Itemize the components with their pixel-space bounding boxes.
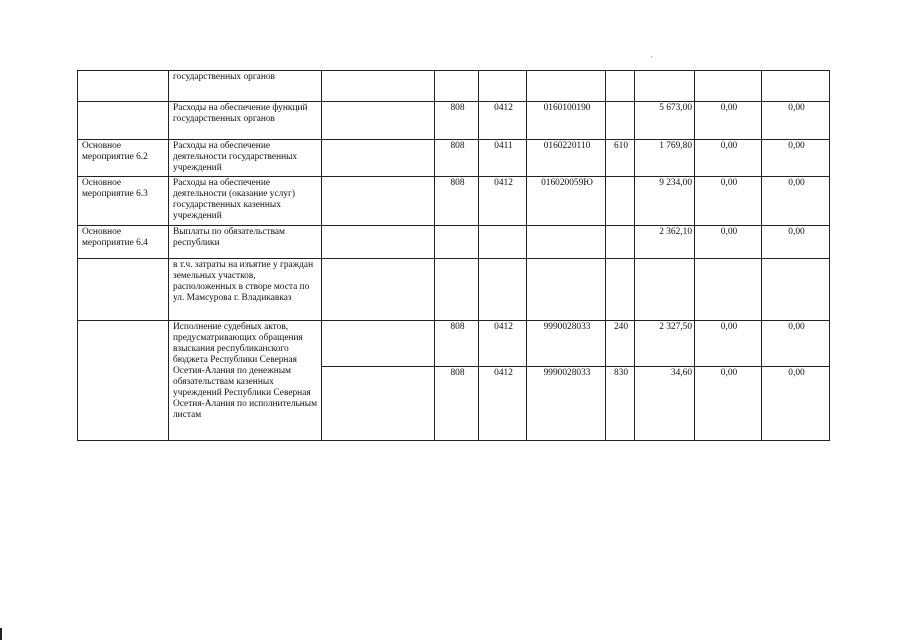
- target-article-cell: [527, 259, 606, 321]
- target-article-cell: 0160100190: [527, 102, 606, 140]
- event-cell: Основное мероприятие 6.4: [78, 226, 169, 259]
- target-article-cell: 016020059Ю: [527, 177, 606, 226]
- table-row: [78, 259, 830, 321]
- amount-year1-cell: [635, 259, 695, 321]
- amount-year2-cell: 0,00: [695, 367, 762, 441]
- grbs-cell: 808: [435, 321, 479, 367]
- amount-year3-cell: 0,00: [762, 226, 830, 259]
- event-cell: [78, 321, 169, 441]
- blank-cell: [322, 140, 435, 177]
- section-cell: 0412: [479, 177, 527, 226]
- expense-type-cell: 610: [606, 140, 635, 177]
- amount-year1-cell: 2 362,10: [635, 226, 695, 259]
- event-cell: Основное мероприятие 6.3: [78, 177, 169, 226]
- amount-year3-cell: 0,00: [762, 367, 830, 441]
- expense-name-cell: в т.ч. затраты на изъятие у граждан земельных участков, расположенных в створе моста по ул. Мамсурова г. Владикавказ: [169, 259, 322, 321]
- amount-year3-cell: [762, 71, 830, 102]
- amount-year3-cell: 0,00: [762, 140, 830, 177]
- amount-year3-cell: 0,00: [762, 177, 830, 226]
- table-row: [78, 71, 830, 102]
- expense-name-cell: Расходы на обеспечение деятельности государственных учреждений: [169, 140, 322, 177]
- expense-type-cell: [606, 259, 635, 321]
- budget-table: [77, 70, 830, 441]
- blank-cell: [322, 226, 435, 259]
- expense-type-cell: [606, 226, 635, 259]
- amount-year2-cell: 0,00: [695, 140, 762, 177]
- amount-year1-cell: 5 673,00: [635, 102, 695, 140]
- amount-year2-cell: 0,00: [695, 102, 762, 140]
- amount-year2-cell: [695, 71, 762, 102]
- blank-cell: [322, 321, 435, 367]
- amount-year2-cell: 0,00: [695, 226, 762, 259]
- section-cell: [479, 226, 527, 259]
- section-cell: 0412: [479, 102, 527, 140]
- grbs-cell: 808: [435, 367, 479, 441]
- blank-cell: [322, 71, 435, 102]
- target-article-cell: 9990028033: [527, 321, 606, 367]
- table-row: [78, 140, 830, 177]
- blank-cell: [322, 177, 435, 226]
- grbs-cell: 808: [435, 102, 479, 140]
- section-cell: [479, 71, 527, 102]
- amount-year3-cell: 0,00: [762, 102, 830, 140]
- section-cell: 0412: [479, 367, 527, 441]
- table-row: [78, 102, 830, 140]
- expense-name-cell: Расходы на обеспечение функций государственных органов: [169, 102, 322, 140]
- amount-year2-cell: [695, 259, 762, 321]
- event-cell: [78, 259, 169, 321]
- scan-speck: [651, 56, 652, 57]
- grbs-cell: [435, 71, 479, 102]
- event-cell: Основное мероприятие 6.2: [78, 140, 169, 177]
- expense-name-cell: Исполнение судебных актов, предусматривающих обращения взыскания республиканского бюджета Республики Северная Осетия-Алания по денежным обязательствам казенных учреждений Республики Северная Осетия-Алания по исполнительным листам: [169, 321, 322, 441]
- target-article-cell: [527, 226, 606, 259]
- expense-name-cell: Расходы на обеспечение деятельности (оказание услуг) государственных казенных учреждений: [169, 177, 322, 226]
- amount-year3-cell: 0,00: [762, 321, 830, 367]
- amount-year1-cell: 2 327,50: [635, 321, 695, 367]
- scan-edge-mark: [0, 628, 2, 640]
- table-row: [78, 177, 830, 226]
- expense-name-cell: Выплаты по обязательствам республики: [169, 226, 322, 259]
- section-cell: [479, 259, 527, 321]
- amount-year1-cell: 34,60: [635, 367, 695, 441]
- grbs-cell: 808: [435, 140, 479, 177]
- expense-type-cell: [606, 177, 635, 226]
- event-cell: [78, 102, 169, 140]
- grbs-cell: [435, 259, 479, 321]
- expense-type-cell: [606, 71, 635, 102]
- expense-type-cell: [606, 102, 635, 140]
- grbs-cell: 808: [435, 177, 479, 226]
- target-article-cell: [527, 71, 606, 102]
- expense-type-cell: 240: [606, 321, 635, 367]
- amount-year2-cell: 0,00: [695, 321, 762, 367]
- event-cell: [78, 71, 169, 102]
- amount-year1-cell: 9 234,00: [635, 177, 695, 226]
- amount-year3-cell: [762, 259, 830, 321]
- grbs-cell: [435, 226, 479, 259]
- expense-type-cell: 830: [606, 367, 635, 441]
- table-row: [78, 321, 830, 367]
- section-cell: 0412: [479, 321, 527, 367]
- amount-year1-cell: 1 769,80: [635, 140, 695, 177]
- expense-name-cell: государственных органов: [169, 71, 322, 102]
- section-cell: 0411: [479, 140, 527, 177]
- target-article-cell: 9990028033: [527, 367, 606, 441]
- blank-cell: [322, 259, 435, 321]
- amount-year2-cell: 0,00: [695, 177, 762, 226]
- blank-cell: [322, 102, 435, 140]
- table-row: [78, 226, 830, 259]
- blank-cell: [322, 367, 435, 441]
- target-article-cell: 0160220110: [527, 140, 606, 177]
- amount-year1-cell: [635, 71, 695, 102]
